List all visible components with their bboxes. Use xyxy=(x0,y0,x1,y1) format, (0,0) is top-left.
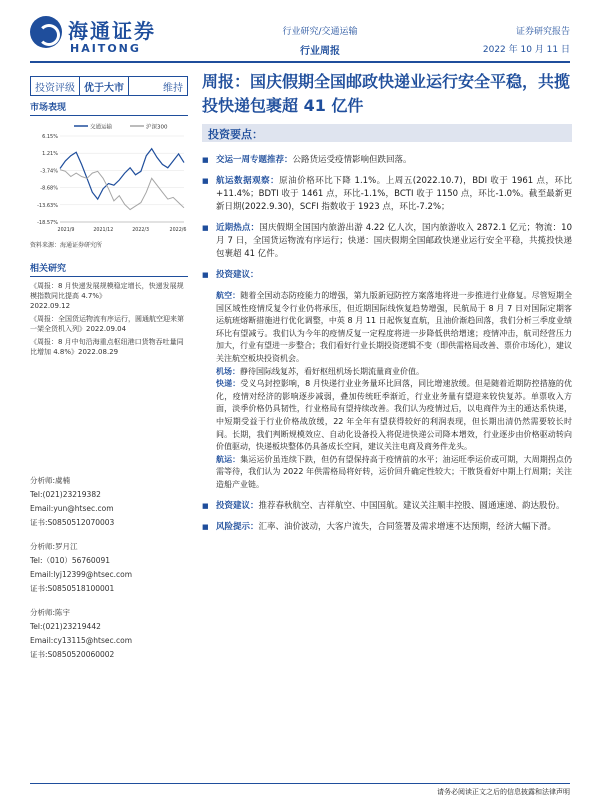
footer-disclaimer: 请务必阅读正文之后的信息披露和法律声明 xyxy=(437,788,570,796)
sidebar xyxy=(30,100,188,360)
related-item-date: 2022.09.12 xyxy=(30,302,71,310)
analyst-card xyxy=(30,474,188,530)
key-point-item xyxy=(202,222,572,261)
y-tick-label: -13.63% xyxy=(37,202,58,209)
sector-key: 航空： xyxy=(216,291,241,300)
analyst-name: 分析师:罗月江 xyxy=(30,542,78,551)
key-point-lead: 交运一周专题推荐： xyxy=(216,155,293,165)
sector-paragraph xyxy=(202,454,572,492)
analyst-name: 分析师:虞楠 xyxy=(30,476,71,485)
related-item[interactable] xyxy=(30,337,188,357)
key-point-lead: 近期热点： xyxy=(216,223,260,233)
rating-change: 维持 xyxy=(163,82,183,94)
x-tick-label: 2021/9 xyxy=(57,228,75,233)
risk-item xyxy=(202,521,572,534)
y-tick-label: -18.57% xyxy=(37,220,58,226)
legend-label: 交通运输 xyxy=(90,124,113,131)
report-date: 2022 年 10 月 11 日 xyxy=(482,45,570,55)
y-tick-label: 1.21% xyxy=(42,151,58,158)
advice-heading: 投资建议： xyxy=(216,270,259,280)
x-tick-label: 2021/12 xyxy=(93,228,114,233)
sector-key: 航运： xyxy=(216,454,241,464)
report-title: 周报：国庆假期全国邮政快递业运行安全平稳，共揽投快递包裹超 41 亿件 xyxy=(202,72,571,115)
header-divider xyxy=(30,61,570,63)
market-chart xyxy=(30,120,188,234)
analyst-tel: Tel:（010）56760091 xyxy=(30,556,111,565)
analyst-cert: 证书:S0850512070003 xyxy=(30,518,115,527)
report-category: 行业研究/交通运输 xyxy=(282,27,358,37)
key-points-bar xyxy=(202,124,572,142)
sector-key: 机场： xyxy=(216,366,240,376)
sector-paragraph xyxy=(202,366,572,379)
x-tick-label: 2022/6 xyxy=(169,228,187,233)
related-item[interactable] xyxy=(30,314,188,334)
key-points-heading: 投资要点： xyxy=(208,128,263,141)
related-research xyxy=(30,261,188,357)
key-point-text: 国庆假期全国国内旅游出游 4.22 亿人次，国内旅游收入 2872.1 亿元；物流：10 月 7 日，全国货运物流有序运行；快递：国庆假期全国邮政快递业运行安全平稳，共揽投快递包裹超 41 亿件。 xyxy=(216,223,572,259)
stock-picks-heading: 投资建议： xyxy=(216,500,259,511)
advice-heading-item xyxy=(202,269,572,282)
analyst-card xyxy=(30,540,188,596)
chart-source: 资料来源：海通证券研究所 xyxy=(30,242,103,249)
y-tick-label: -3.74% xyxy=(40,168,58,175)
y-tick-label: -8.68% xyxy=(40,185,58,192)
analyst-card xyxy=(30,606,188,662)
sector-text: 随着全国动态防疫能力的增强，第九版新冠防控方案落地将进一步推进行业修复。尽管短期全国区域性疫情反复令行业仍将承压，但近期国际线恢复趋势增强，民航局于 8 月 7 日对国际定期客运航班熔断措施进行优化调整，中英 8 月 11 日起恢复直航，且油价渐趋回落，我们分析三季度业绩环比有望减亏。我们认为今年的疫情反复一定程度将进一步降低供给增速；疫情冲击，航司经营压力加大，行业有望进一步整合；我们看好行业长期投资逻辑不变（即供需格局改善、票价市场化），建议关注航空板块投资机会。 xyxy=(216,291,572,363)
key-point-lead: 航运数据观察： xyxy=(216,176,280,186)
legend-label: 沪深300 xyxy=(146,124,168,131)
rating-label: 投资评级 xyxy=(31,77,80,95)
analyst-name: 分析师:陈宇 xyxy=(30,608,71,617)
analyst-cert: 证书:S0850520060002 xyxy=(30,650,115,659)
page-header xyxy=(0,0,600,66)
rating-box xyxy=(30,76,188,96)
footer-divider xyxy=(30,783,570,784)
sector-text: 集运运价虽连续下跌，但仍有望保持高于疫情前的水平；油运旺季运价或可期，大周期拐点仍需等待，我们认为 2022 年供需格局将好转，运价回升确定性较大；干散货看好中期上行周期；关注造船产业链。 xyxy=(216,454,572,489)
analyst-email[interactable]: Email:cy13115@htsec.com xyxy=(30,636,132,645)
brand-name-en: HAITONG xyxy=(70,42,141,55)
logo-mark-icon xyxy=(30,16,62,48)
key-point-item xyxy=(202,154,572,167)
brand-name-cn: 海通证券 xyxy=(68,19,156,43)
x-tick-label: 2022/3 xyxy=(132,228,150,233)
stock-picks-text: 推荐春秋航空、吉祥航空、中国国航。建议关注顺丰控股、圆通速递、韵达股份。 xyxy=(258,500,565,511)
sector-paragraph xyxy=(202,378,572,454)
sector-text: 受义乌封控影响，8 月快递行业业务量环比回落，同比增速放缓。但是随着近期防控措施的优化，疫情对经济的影响逐步减弱，叠加传统旺季渐近，行业业务量有望迎来较快复苏。单票收入方面，淡季价格仍具韧性，行业格局有望持续改善。我们认为疫情过后，以电商件为主的通达系快递，中短期受益于行业价格战放缓，22 年全年有望获得较好的利润表现，但长期出清仍然需要较长时间。长期，我们判断规模效应、自动化设备投入将促进快递公司降本增效，行业逐步由价格驱动转向价值驱动，快递板块整体仍具备成长空间，建议关注电商及商务件龙头。 xyxy=(216,379,572,452)
sector-key: 快递： xyxy=(216,379,241,389)
market-section-title: 市场表现 xyxy=(30,100,188,116)
risk-text: 汇率、油价波动，大客户流失，合同签署及需求增速不达预期，经济大幅下滑。 xyxy=(258,521,557,532)
market-chart-svg xyxy=(30,120,188,234)
key-point-item xyxy=(202,175,572,214)
key-point-text: 原油价格环比下降 1.1%。上周五(2022.10.7)，BDI 收于 1961 点，环比+11.4%；BDTI 收于 1461 点，环比-1.1%，BCTI 收于 1150 点，环比-1.0%。截至最新更新日期(2022.9.30)，SCFI 指数收于 1923 点，环比-7.2%； xyxy=(216,176,572,212)
stock-picks-item xyxy=(202,500,572,513)
series-line xyxy=(60,149,184,199)
analyst-email[interactable]: Email:lyj12399@htsec.com xyxy=(30,570,133,579)
risk-heading: 风险提示： xyxy=(216,521,259,532)
related-section-title: 相关研究 xyxy=(30,261,188,277)
sector-text: 静待国际线复苏，看好枢纽机场长期流量商业价值。 xyxy=(240,366,424,376)
analyst-tel: Tel:(021)23219442 xyxy=(30,622,101,631)
related-item-text: 《周报：8 月中旬沿海重点枢纽港口货物吞吐量同比增加 4.8%》2022.08.29 xyxy=(30,338,184,356)
analyst-cert: 证书:S0850518100001 xyxy=(30,584,115,593)
analyst-email[interactable]: Email:yun@htsec.com xyxy=(30,504,114,513)
key-point-text: 公路货运受疫情影响但跌回落。 xyxy=(292,155,412,165)
report-kind: 证券研究报告 xyxy=(515,27,570,37)
analyst-tel: Tel:(021)23219382 xyxy=(30,490,101,499)
related-item-text: 《周报：全国货运物流有序运行，圆通航空迎来第一架全货机入列》2022.09.04 xyxy=(30,315,184,333)
analyst-list xyxy=(30,474,188,672)
sector-paragraph xyxy=(202,290,572,366)
related-item[interactable] xyxy=(30,281,188,311)
y-tick-label: 6.15% xyxy=(42,134,58,140)
report-body xyxy=(202,154,572,542)
rating-value: 优于大市 xyxy=(80,77,129,95)
brand-logo xyxy=(30,14,170,58)
report-type: 行业周报 xyxy=(300,46,340,57)
related-item-text: 《周报：8 月快递发展规模稳定增长，快递发展规模指数同比提高 4.7%》 xyxy=(30,282,184,300)
